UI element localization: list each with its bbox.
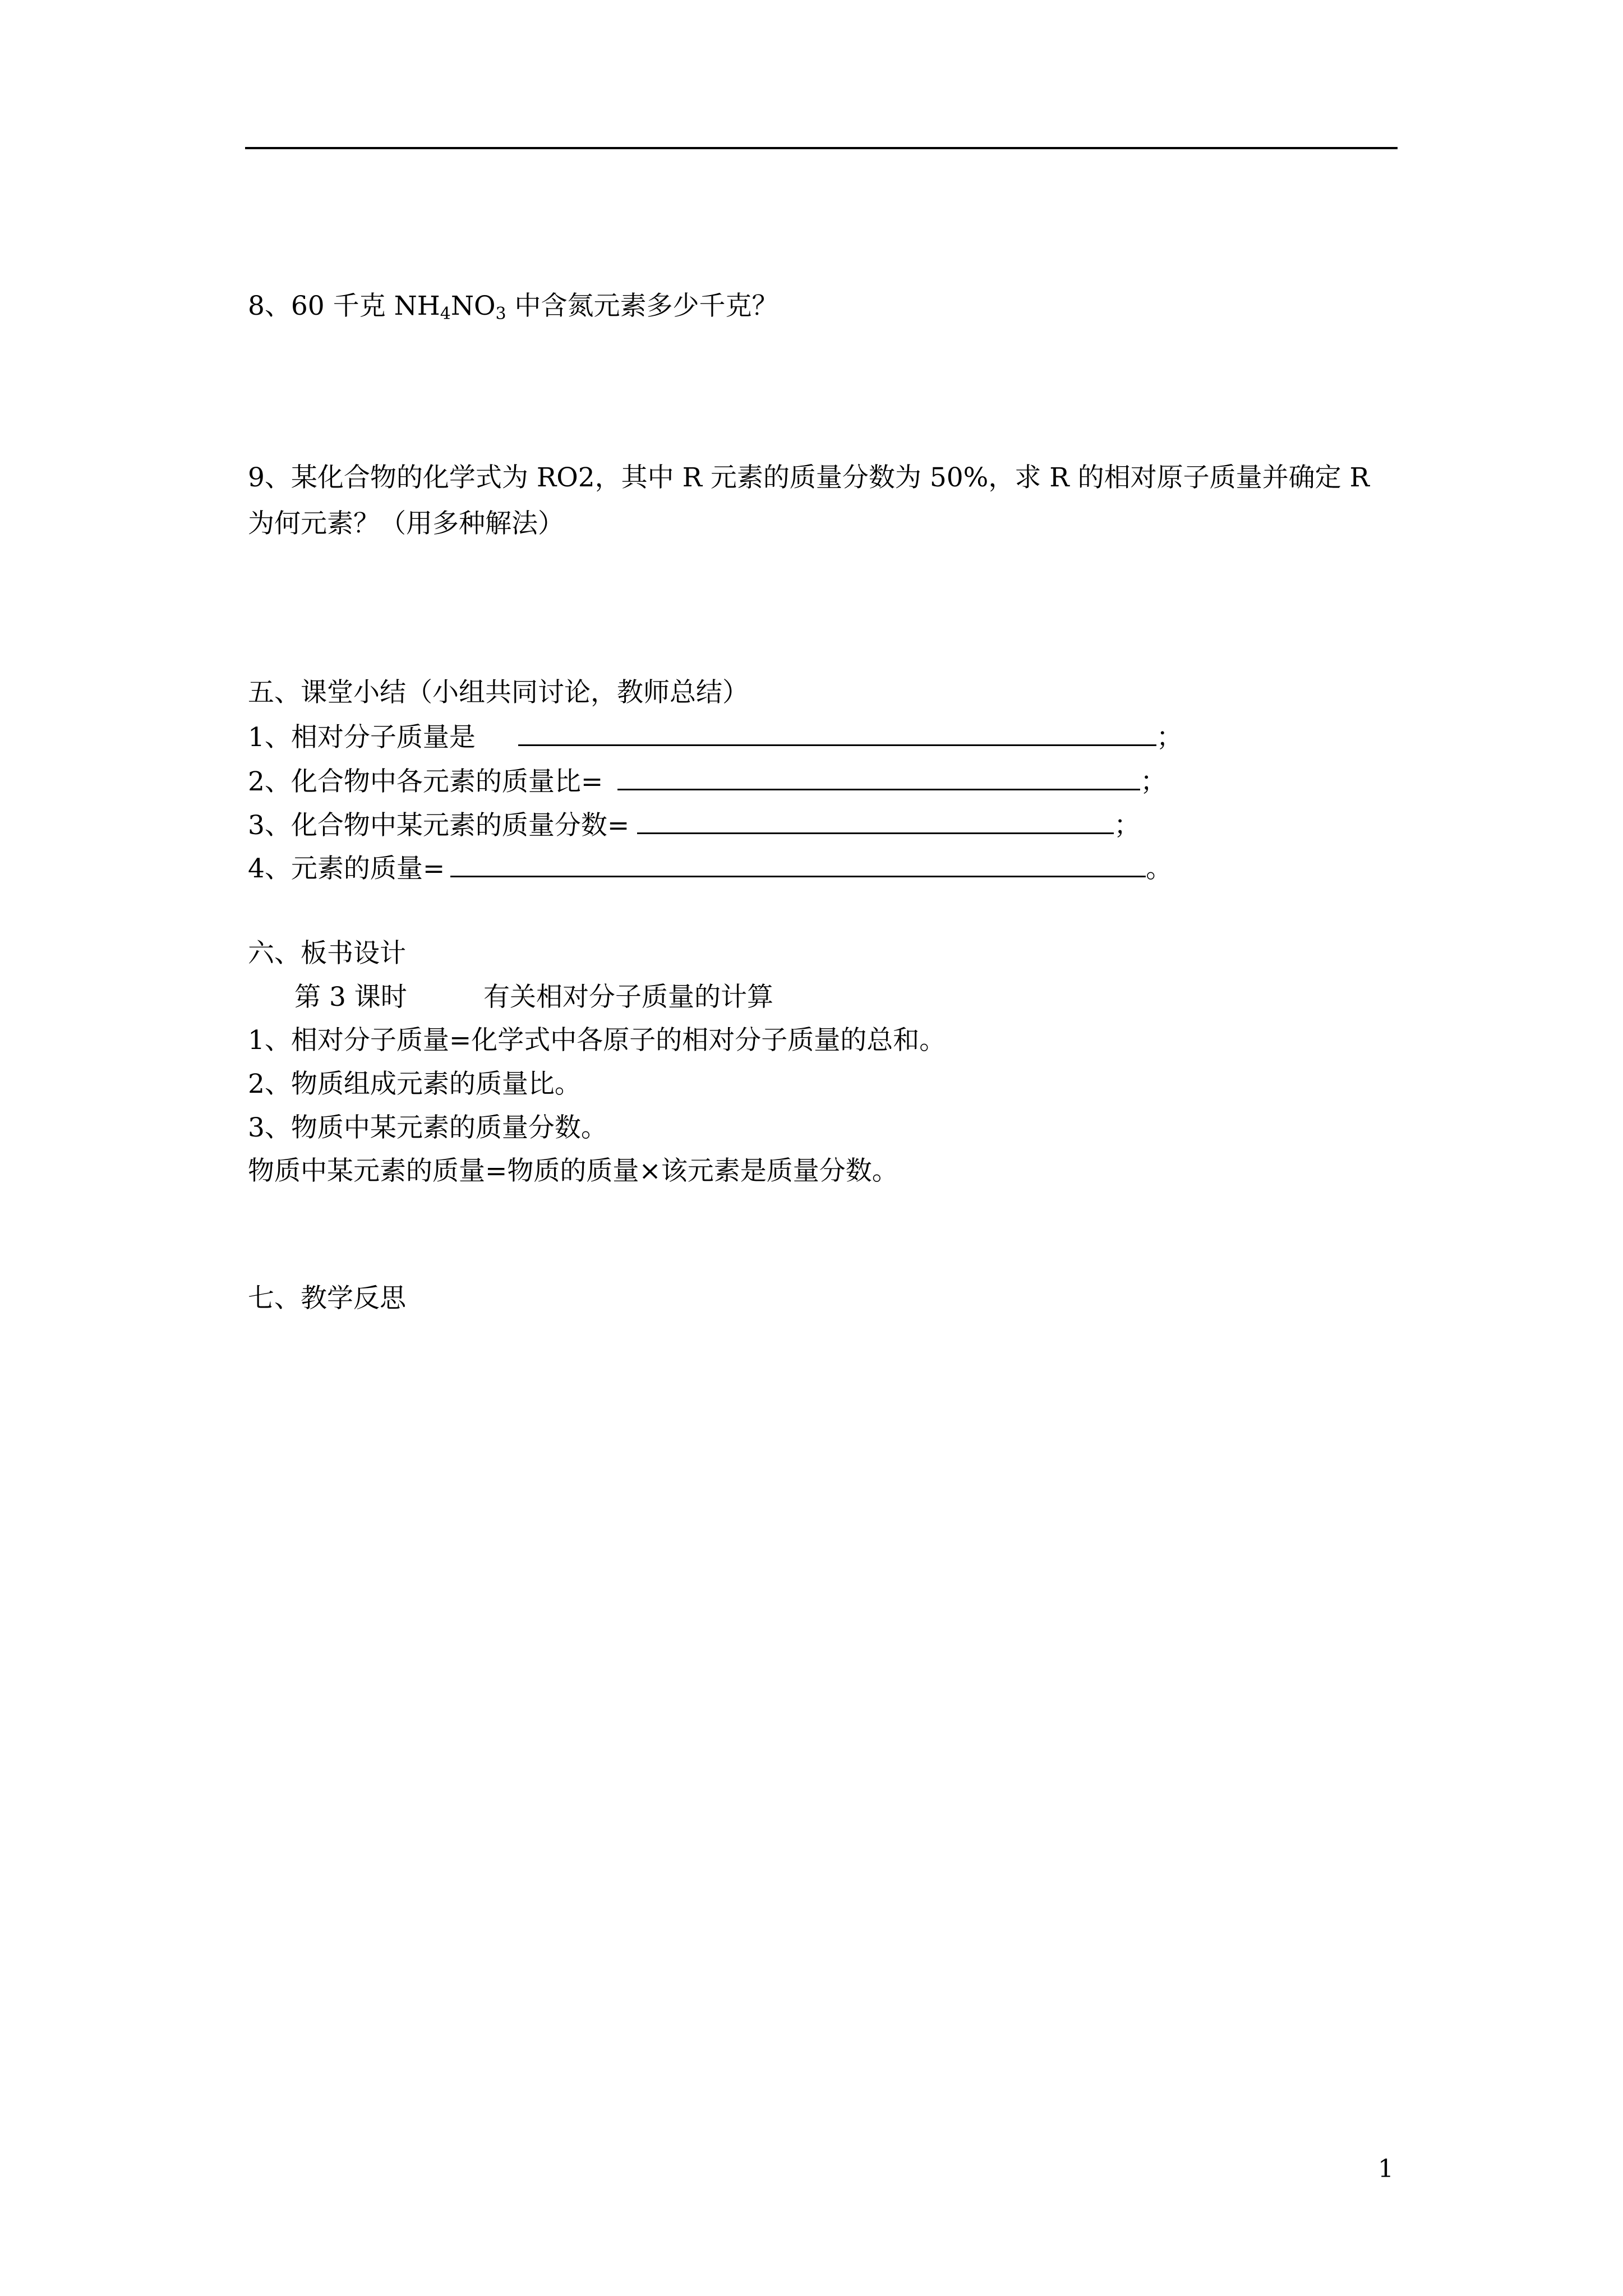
- summary-item-3: [248, 808, 1140, 843]
- board-topic: 有关相对分子质量的计算: [483, 982, 773, 1013]
- board-line-1: 1、相对分子质量=化学式中各原子的相对分子质量的总和。: [248, 1025, 946, 1056]
- summary-heading: 五、课堂小结（小组共同讨论，教师总结）: [248, 677, 749, 708]
- page-number: 1: [1378, 2155, 1394, 2183]
- answer-blank-2[interactable]: [617, 764, 1140, 790]
- question-8-prefix: 8、60 千克: [248, 291, 394, 321]
- summary-item-1-end: ；: [1156, 722, 1183, 753]
- board-line-2: 2、物质组成元素的质量比。: [248, 1069, 581, 1099]
- answer-blank-1[interactable]: [518, 720, 1156, 746]
- answer-blank-3[interactable]: [637, 808, 1114, 834]
- formula-no: NO: [450, 291, 496, 321]
- board-line-3: 3、物质中某元素的质量分数。: [248, 1112, 607, 1143]
- summary-item-2-label: 2、化合物中各元素的质量比=: [248, 766, 603, 797]
- summary-item-2: [248, 764, 1166, 799]
- formula-sub-4: 4: [440, 304, 451, 324]
- question-8: [248, 289, 778, 323]
- formula-sub-3: 3: [495, 304, 506, 324]
- summary-item-1-label: 1、相对分子质量是: [248, 722, 476, 753]
- reflection-heading: 七、教学反思: [248, 1283, 406, 1314]
- question-9-line-2: 为何元素？（用多种解法）: [248, 508, 564, 539]
- board-lesson: 第 3 课时: [294, 982, 407, 1013]
- formula-nh: NH: [394, 291, 440, 321]
- board-heading: 六、板书设计: [248, 938, 406, 969]
- header-rule: [245, 147, 1398, 149]
- summary-item-4-label: 4、元素的质量=: [248, 853, 445, 884]
- question-9-line-1: 9、某化合物的化学式为 RO2，其中 R 元素的质量分数为 50%，求 R 的相对原子质量并确定 R: [248, 462, 1370, 493]
- summary-item-3-label: 3、化合物中某元素的质量分数=: [248, 810, 630, 841]
- summary-item-1: [248, 720, 1183, 754]
- summary-item-3-end: ；: [1114, 810, 1141, 841]
- summary-item-4: [248, 851, 1172, 886]
- summary-item-2-end: ；: [1140, 766, 1167, 797]
- summary-item-4-end: 。: [1146, 853, 1173, 884]
- board-line-4: 物质中某元素的质量=物质的质量×该元素是质量分数。: [248, 1156, 898, 1186]
- answer-blank-4[interactable]: [450, 851, 1146, 877]
- question-8-suffix: 中含氮元素多少千克？: [506, 291, 778, 321]
